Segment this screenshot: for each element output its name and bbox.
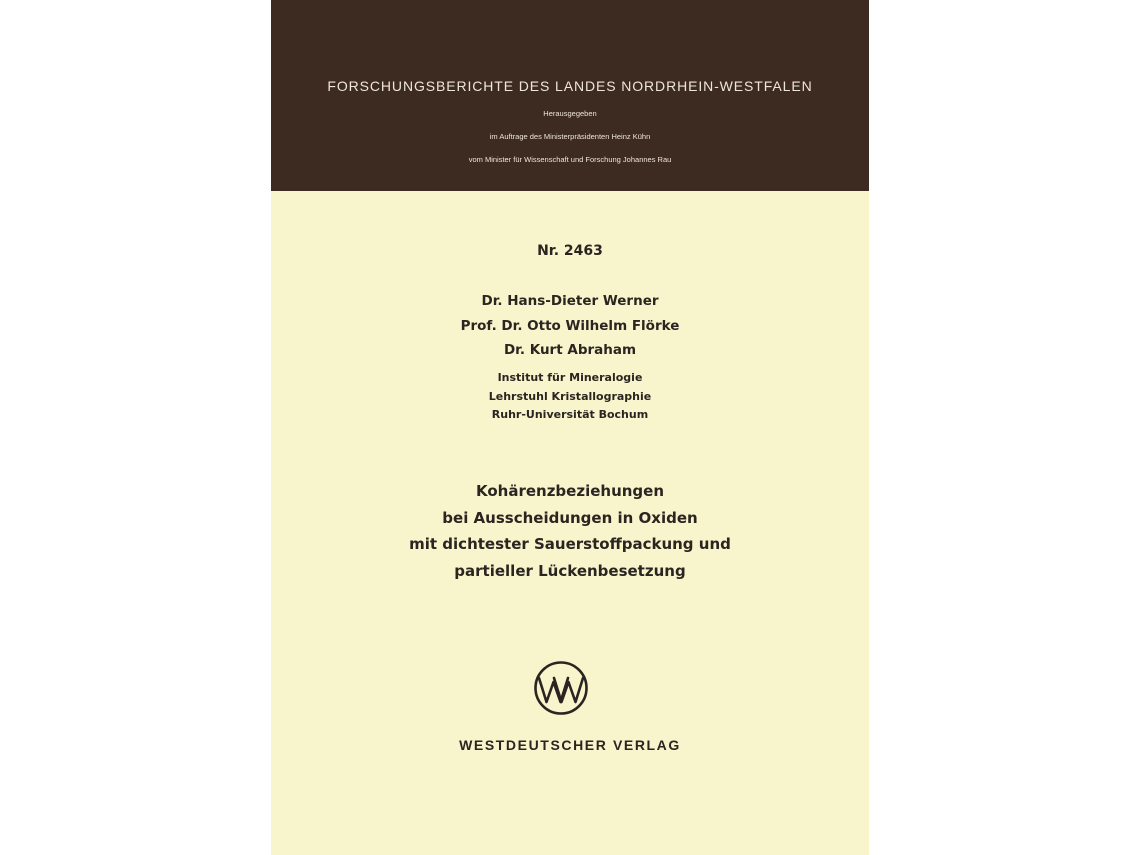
series-title: FORSCHUNGSBERICHTE DES LANDES NORDRHEIN-WESTFALEN — [327, 78, 813, 94]
header-band — [271, 0, 869, 191]
editor-line-2: im Auftrage des Ministerpräsidenten Heinz Kühn — [489, 132, 651, 141]
institute-line: Institut für Mineralogie — [497, 371, 643, 384]
author-name: Dr. Hans-Dieter Werner — [481, 293, 659, 309]
author-name: Dr. Kurt Abraham — [503, 342, 637, 358]
institute-line: Lehrstuhl Kristallographie — [488, 389, 652, 403]
publisher-name: WESTDEUTSCHER VERLAG — [459, 737, 681, 753]
book-cover — [271, 0, 869, 855]
author-name: Prof. Dr. Otto Wilhelm Flörke — [460, 317, 680, 334]
title-line: mit dichtester Sauerstoffpackung und — [409, 535, 731, 553]
institute — [271, 369, 869, 425]
title-line: Kohärenzbeziehungen — [475, 482, 665, 500]
book-title — [271, 478, 869, 584]
title-line: partieller Lückenbesetzung — [454, 561, 686, 580]
title-line: bei Ausscheidungen in Oxiden — [442, 508, 698, 527]
report-number: Nr. 2463 — [537, 243, 603, 259]
publisher-logo-icon — [533, 660, 589, 716]
authors — [271, 289, 869, 363]
editor-line-1: Herausgegeben — [543, 109, 597, 118]
editor-line-3: vom Minister für Wissenschaft und Forschung Johannes Rau — [468, 155, 672, 164]
institute-line: Ruhr-Universität Bochum — [491, 408, 649, 421]
